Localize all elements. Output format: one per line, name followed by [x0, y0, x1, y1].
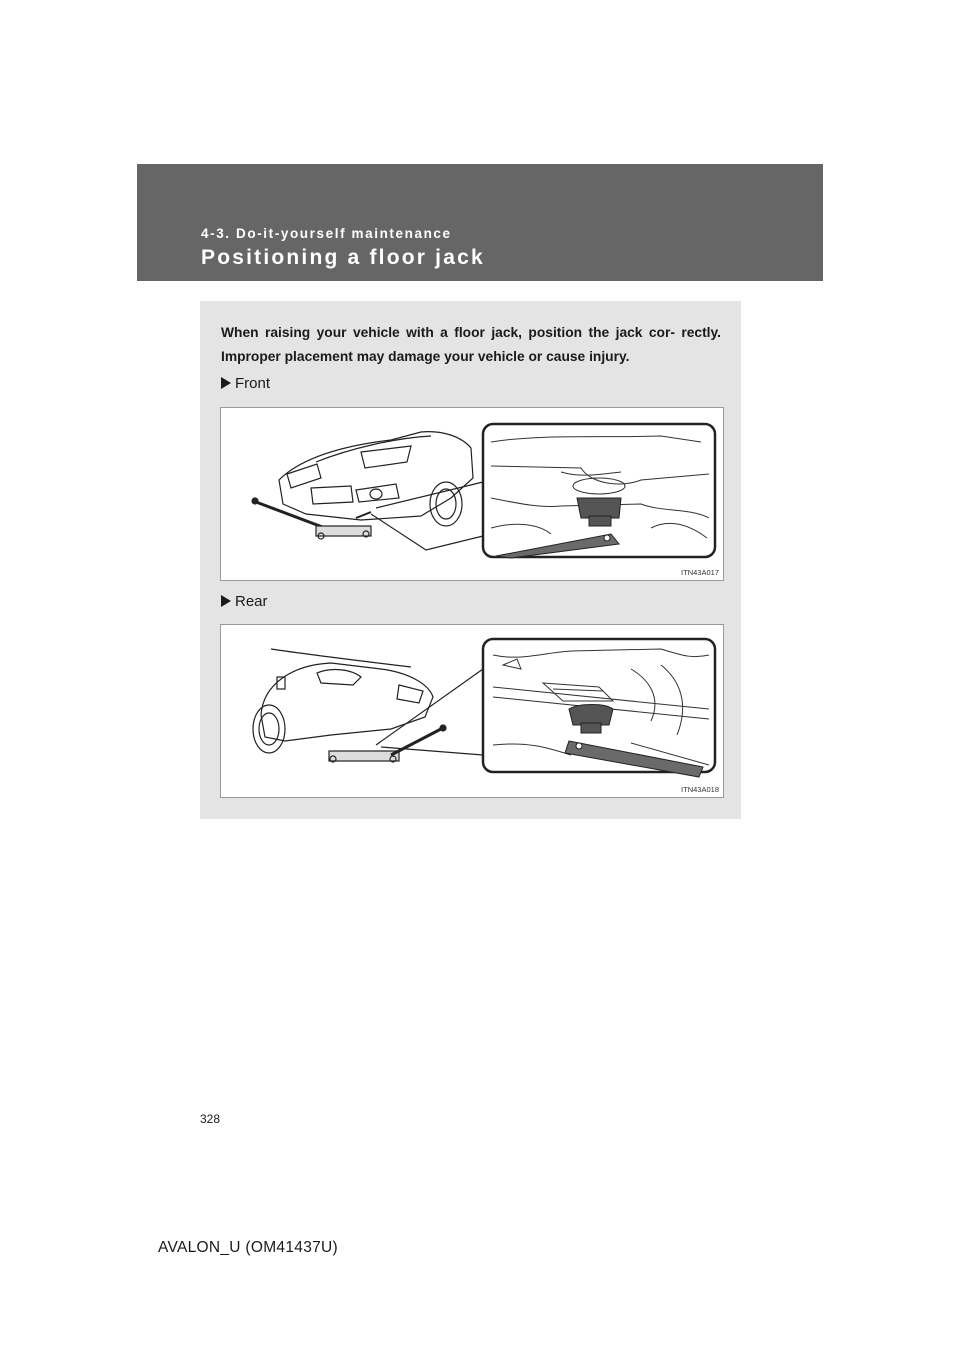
document-id: AVALON_U (OM41437U) [158, 1239, 338, 1256]
page-number: 328 [200, 1112, 221, 1126]
content-panel [200, 301, 741, 819]
figure-code: ITN43A017 [681, 568, 719, 577]
front-jack-illustration [220, 407, 724, 581]
front-jack-drawing [221, 408, 723, 580]
triangle-right-icon [221, 595, 231, 607]
triangle-right-icon [221, 377, 231, 389]
rear-heading-label: Rear [235, 593, 268, 610]
figure-code: ITN43A018 [681, 785, 719, 794]
intro-text: When raising your vehicle with a floor jack, position the jack cor- rectly. Improper placement may damage your vehicle or cause injury. [221, 325, 721, 364]
front-heading-label: Front [235, 375, 271, 392]
rear-jack-illustration [220, 624, 724, 798]
header-band [137, 164, 823, 281]
rear-jack-drawing [221, 625, 723, 797]
page-title: Positioning a floor jack [201, 246, 485, 269]
section-label: 4-3. Do-it-yourself maintenance [201, 226, 452, 241]
front-heading [221, 375, 270, 392]
rear-heading [221, 593, 268, 610]
